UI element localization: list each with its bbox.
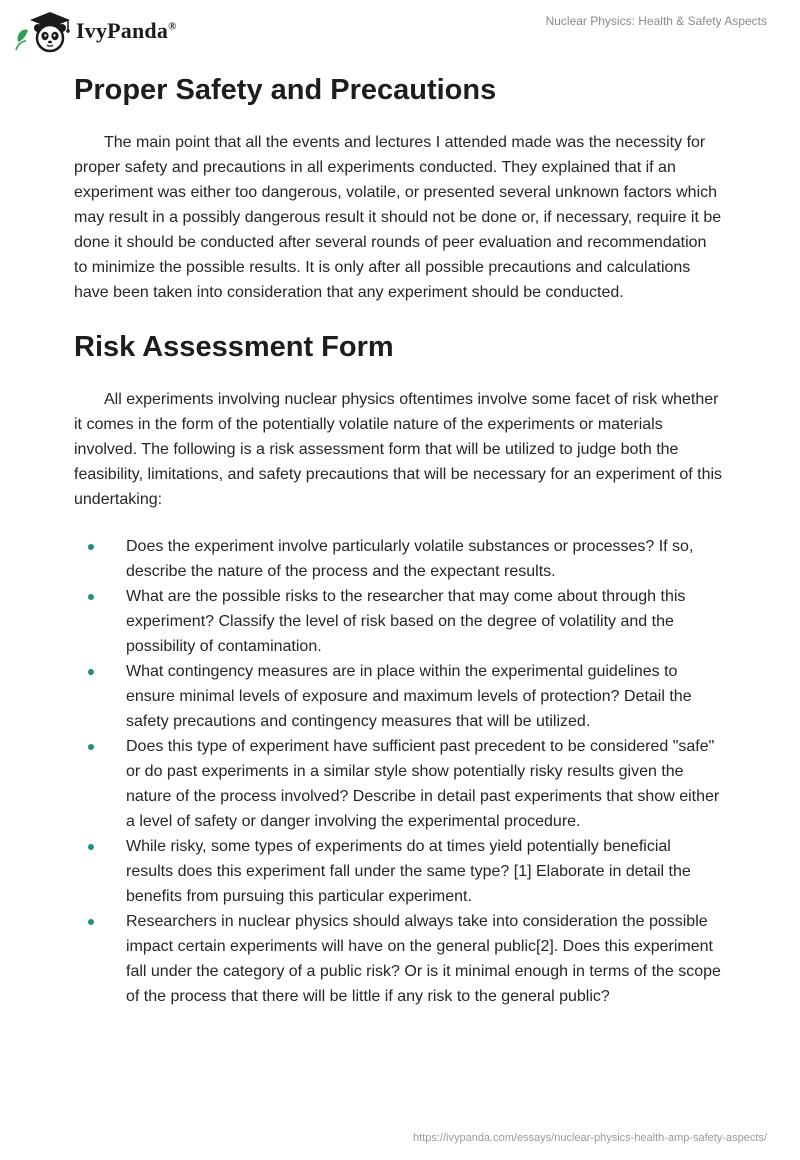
section-safety-precautions [74,72,722,305]
brand-name: IvyPanda® [76,18,177,43]
list-item: Does the experiment involve particularly volatile substances or processes? If so, describe the nature of the process and the expectant results. [74,534,722,584]
section-paragraph: All experiments involving nuclear physics oftentimes involve some facet of risk whether it comes in the form of the potentially volatile nature of the experiments or materials involved. The following is a risk assessment form that will be utilized to judge both the feasibility, limitations, and safety precautions that will be necessary for an experiment of this undertaking: [74,391,723,508]
source-url-link[interactable]: https://ivypanda.com/essays/nuclear-physics-health-amp-safety-aspects/ [413,1132,767,1144]
section-risk-assessment [74,329,722,1009]
bullet-dot-icon [88,919,94,925]
bullet-dot-icon [88,594,94,600]
section-paragraph: The main point that all the events and lectures I attended made was the necessity for proper safety and precautions in all experiments conducted. They explained that if an experiment was either too dangerous, volatile, or presented several unknown factors which may result in a possibly dangerous result it should not be done or, if necessary, require it be done it should be conducted after several rounds of peer evaluation and recommendation to minimize the possible results. It is only after all possible precautions and calculations have been taken into consideration that any experiment should be conducted. [74,134,722,301]
list-item: While risky, some types of experiments do at times yield potentially beneficial results does this experiment fall under the same type? [1] Elaborate in detail the benefits from pursuing this particular experiment. [74,834,722,909]
bullet-dot-icon [88,844,94,850]
bullet-dot-icon [88,669,94,675]
page-header [0,0,800,60]
brand-logo[interactable] [14,8,177,54]
essay-content [74,72,722,1009]
document-title: Nuclear Physics: Health & Safety Aspects [545,14,767,28]
section-heading: Risk Assessment Form [74,331,394,363]
bullet-dot-icon [88,744,94,750]
section-heading: Proper Safety and Precautions [74,74,497,106]
risk-question-list [74,534,722,1009]
list-item: What contingency measures are in place within the experimental guidelines to ensure minimal levels of exposure and maximum levels of protection? Detail the safety precautions and contingency measures that will be utilized. [74,659,722,734]
list-item: Researchers in nuclear physics should always take into consideration the possible impact certain experiments will have on the general public[2]. Does this experiment fall under the category of a public risk? Or is it minimal enough in terms of the scope of the process that there will be little if any risk to the general public? [74,909,722,1009]
list-item: What are the possible risks to the researcher that may come about through this experiment? Classify the level of risk based on the degree of volatility and the possibility of contamination. [74,584,722,659]
list-item: Does this type of experiment have sufficient past precedent to be considered "safe" or do past experiments in a similar style show potentially risky results given the nature of the process involved? Describe in detail past experiments that show either a level of safety or danger involving the experimental procedure. [74,734,722,834]
panda-logo-icon [14,8,72,54]
bullet-dot-icon [88,544,94,550]
